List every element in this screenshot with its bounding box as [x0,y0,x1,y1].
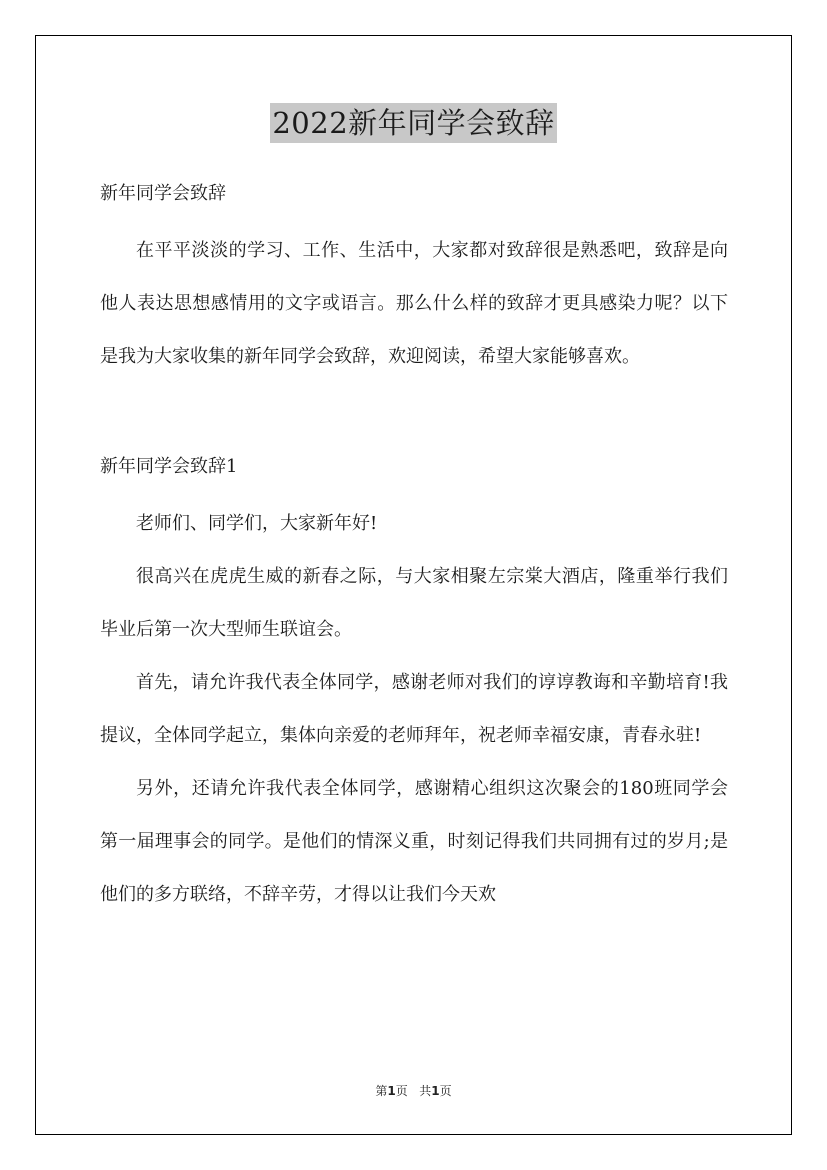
document-body [100,172,728,921]
body-paragraph: 老师们、同学们，大家新年好! [136,513,378,534]
footer-total-pages: 1 [431,1084,440,1098]
main-heading: 新年同学会致辞 [100,183,226,204]
intro-paragraph: 在平平淡淡的学习、工作、生活中，大家都对致辞很是熟悉吧，致辞是向他人表达思想感情用的文字或语言。那么什么样的致辞才更具感染力呢？以下是我为大家收集的新年同学会致辞，欢迎阅读，希望大家能够喜欢。 [100,240,728,367]
section-heading: 新年同学会致辞1 [100,456,238,477]
page-footer [0,1082,827,1099]
body-paragraph: 首先，请允许我代表全体同学，感谢老师对我们的谆谆教诲和辛勤培育!我提议，全体同学起立，集体向亲爱的老师拜年，祝老师幸福安康，青春永驻! [100,672,728,746]
footer-total-unit: 页 [439,1084,452,1098]
footer-total-prefix: 共 [419,1084,432,1098]
footer-prefix: 第 [375,1084,388,1098]
body-paragraph: 很高兴在虎虎生威的新春之际，与大家相聚左宗棠大酒店，隆重举行我们毕业后第一次大型师生联谊会。 [100,566,728,640]
title-container [0,103,827,143]
body-paragraph: 另外，还请允许我代表全体同学，感谢精心组织这次聚会的180班同学会第一届理事会的同学。是他们的情深义重，时刻记得我们共同拥有过的岁月;是他们的多方联络，不辞辛劳，才得以让我们今天欢 [100,778,728,905]
footer-page-unit: 页 [395,1084,408,1098]
document-title: 2022新年同学会致辞 [270,103,556,143]
footer-page-number: 1 [387,1084,396,1098]
